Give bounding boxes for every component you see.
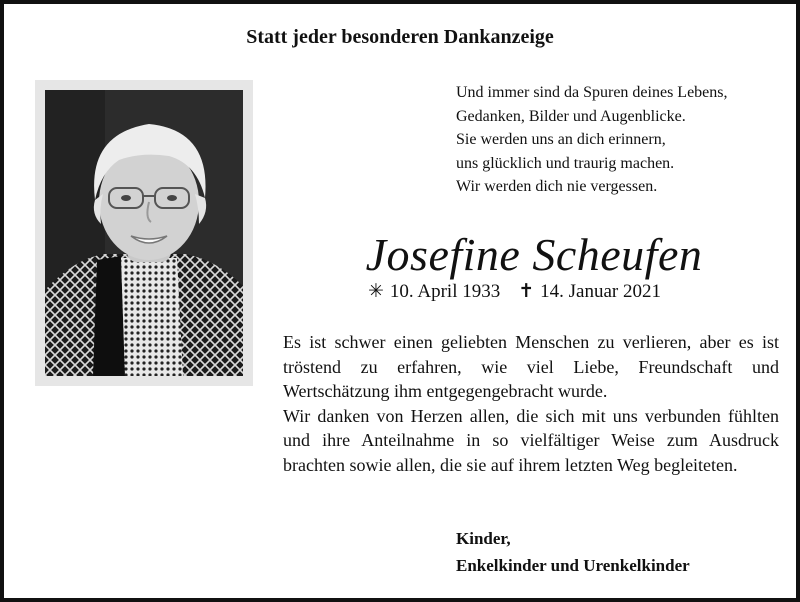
poem-line: Gedanken, Bilder und Augenblicke. — [456, 107, 686, 125]
deceased-name: Josefine Scheufen — [365, 229, 703, 280]
signature — [456, 525, 690, 579]
portrait-image-area — [45, 90, 243, 376]
poem-line: Sie werden uns an dich erinnern, — [456, 131, 666, 148]
notice-heading: Statt jeder besonderen Dankanzeige — [246, 26, 554, 48]
poem-line: uns glücklich und traurig machen. — [456, 154, 675, 172]
portrait-photo — [35, 80, 253, 386]
portrait-illustration — [45, 90, 243, 376]
text-paragraph: Wir danken von Herzen allen, die sich mit uns verbunden fühlten und ihre Anteilnahme in so vielfältiger Weise zum Ausdruck brachten sowie allen, die sie auf ihrem letzten Weg begleiteten. — [283, 405, 779, 475]
birth-date: 10. April 1933 — [389, 281, 501, 302]
birth-star-icon: ✳ — [368, 281, 384, 302]
memorial-poem — [456, 81, 728, 199]
death-cross-icon: ✝ — [518, 281, 535, 302]
signature-line: Enkelkinder und Urenkelkinder — [456, 556, 690, 575]
death-date: 14. Januar 2021 — [540, 281, 661, 302]
poem-line: Wir werden dich nie vergessen. — [456, 178, 658, 195]
life-dates — [368, 280, 661, 303]
signature-line: Kinder, — [456, 529, 511, 548]
thank-you-text — [283, 330, 779, 478]
text-paragraph: Es ist schwer einen geliebten Menschen zu verlieren, aber es ist tröstend zu erfahren, wie viel Liebe, Freundschaft und Wertschätzung ihm entgegengebracht wurde. — [283, 332, 779, 402]
poem-line: Und immer sind da Spuren deines Lebens, — [456, 84, 728, 101]
